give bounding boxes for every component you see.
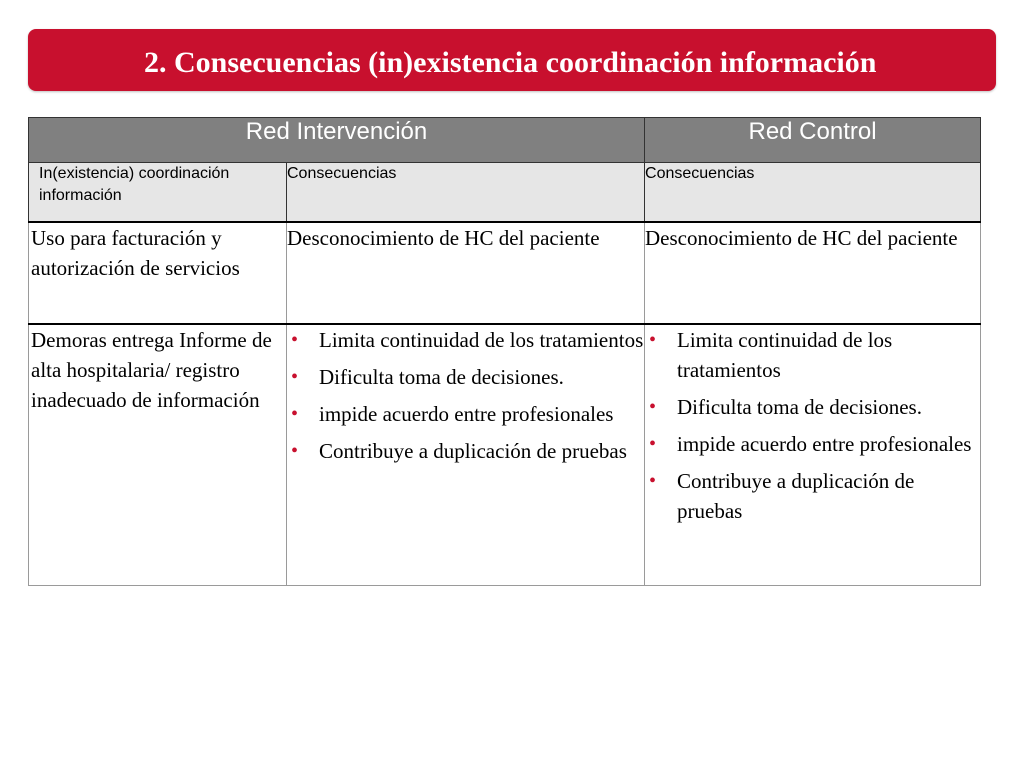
cell-intervencion: Desconocimiento de HC del paciente	[287, 222, 645, 324]
slide-title: 2. Consecuencias (in)existencia coordinación información	[144, 46, 877, 79]
row-label: Uso para facturación y autorización de servicios	[29, 222, 287, 324]
list-item: • impide acuerdo entre profesionales	[287, 399, 644, 429]
table-row	[29, 222, 981, 324]
bullet-icon: •	[291, 403, 299, 425]
subheader-coordinacion: In(existencia) coordinación información	[29, 163, 287, 223]
title-bar	[28, 29, 996, 91]
list-item: • Dificulta toma de decisiones.	[645, 392, 980, 422]
bullet-icon: •	[291, 440, 299, 462]
list-item: • impide acuerdo entre profesionales	[645, 429, 980, 459]
header-red-control: Red Control	[645, 118, 981, 163]
group-header-row	[29, 118, 981, 163]
cell-control: Desconocimiento de HC del paciente	[645, 222, 981, 324]
consequences-table	[28, 117, 981, 586]
row-label: Demoras entrega Informe de alta hospitalaria/ registro inadecuado de información	[29, 324, 287, 586]
bullet-icon: •	[291, 329, 299, 351]
bullet-icon: •	[649, 470, 657, 492]
bullet-list-control	[645, 325, 980, 526]
table-row	[29, 324, 981, 586]
list-item: • Limita continuidad de los tratamientos	[645, 325, 980, 385]
subheader-consecuencias-control: Consecuencias	[645, 163, 981, 223]
bullet-icon: •	[649, 433, 657, 455]
cell-intervencion	[287, 324, 645, 586]
list-item: • Limita continuidad de los tratamientos	[287, 325, 644, 355]
subheader-consecuencias-intervencion: Consecuencias	[287, 163, 645, 223]
bullet-icon: •	[649, 329, 657, 351]
cell-control	[645, 324, 981, 586]
list-item: • Dificulta toma de decisiones.	[287, 362, 644, 392]
sub-header-row	[29, 163, 981, 223]
bullet-list-intervencion	[287, 325, 644, 466]
list-item: • Contribuye a duplicación de pruebas	[645, 466, 980, 526]
bullet-icon: •	[291, 366, 299, 388]
list-item: • Contribuye a duplicación de pruebas	[287, 436, 644, 466]
bullet-icon: •	[649, 396, 657, 418]
header-red-intervencion: Red Intervención	[29, 118, 645, 163]
